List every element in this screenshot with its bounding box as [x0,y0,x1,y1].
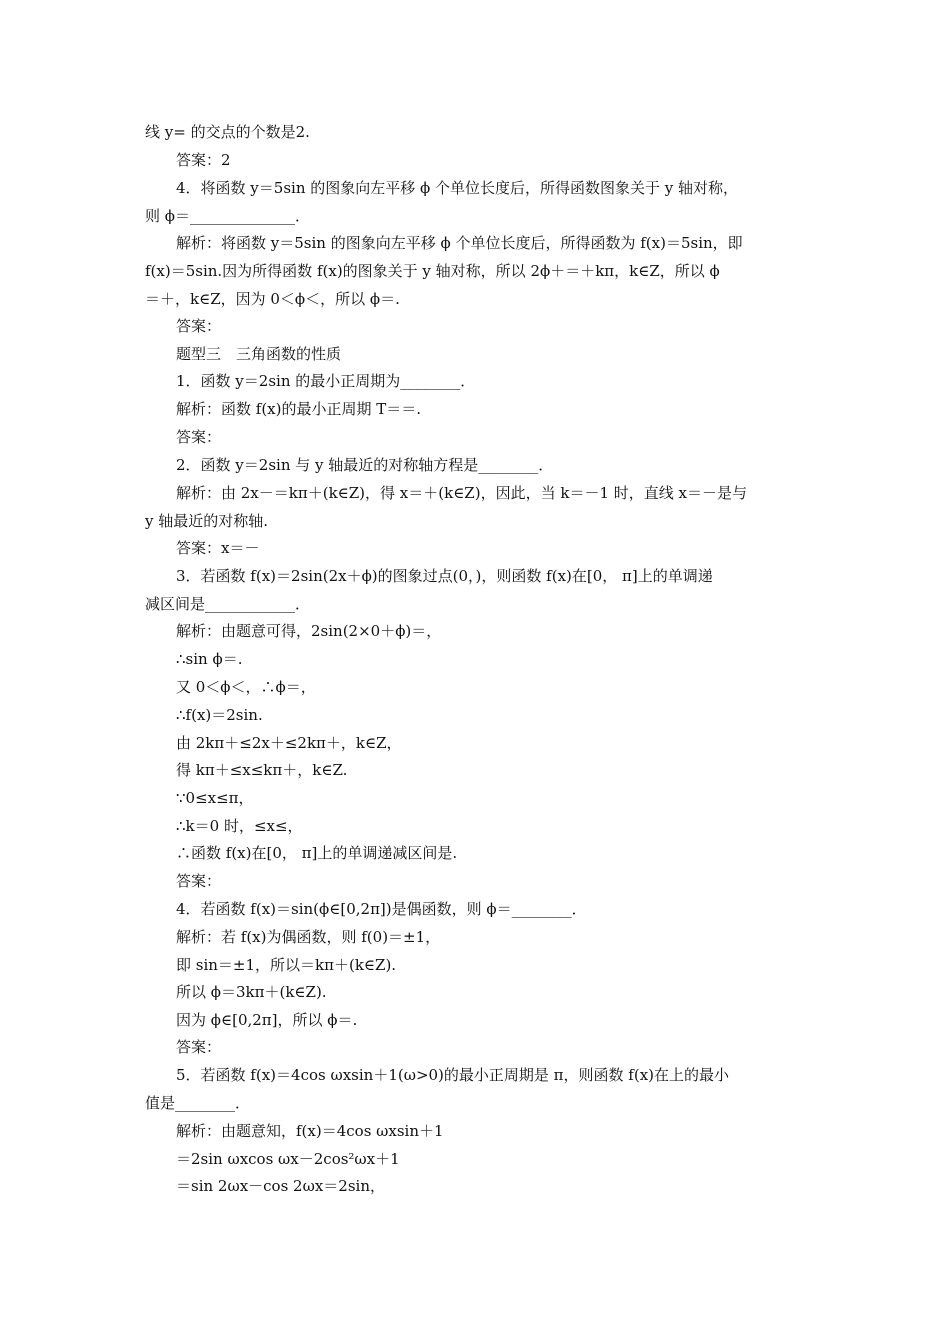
text-line: ＝＋，k∈Z，因为 0＜ϕ＜，所以 ϕ＝. [145,290,400,308]
text-line: 因为 ϕ∈[0,2π]，所以 ϕ＝. [176,1011,358,1029]
text-line: 答案：x＝－ [176,539,260,557]
text-line: 解析：函数 f(x)的最小正周期 T＝＝. [176,400,422,418]
text-line: ∴函数 f(x)在[0， π]上的单调递减区间是. [176,844,458,862]
text-line: ∴f(x)＝2sin. [176,706,263,724]
text-line: 线 y= 的交点的个数是2. [145,123,310,141]
text-line: 2．函数 y＝2sin 与 y 轴最近的对称轴方程是________． [176,456,554,474]
text-line: 解析：由题意可得，2sin(2×0＋ϕ)＝， [176,622,442,640]
text-line: 答案： [176,428,222,446]
text-line: 又 0＜ϕ＜，∴ϕ＝， [176,678,316,696]
text-line: ∵0≤x≤π， [176,789,254,807]
text-line: 4．将函数 y＝5sin 的图象向左平移 ϕ 个单位长度后，所得函数图象关于 y 轴对称， [176,179,739,197]
text-line: 即 sin＝±1，所以＝kπ＋(k∈Z). [176,956,397,974]
text-line: 得 kπ＋≤x≤kπ＋，k∈Z. [176,761,348,779]
text-line: 值是________． [145,1094,251,1112]
text-line: 解析：由题意知，f(x)＝4cos ωxsin＋1 [176,1122,444,1140]
text-line: 解析：将函数 y＝5sin 的图象向左平移 ϕ 个单位长度后，所得函数为 f(x)＝5sin，即 [176,234,743,252]
section-heading: 题型三 三角函数的性质 [176,345,342,363]
text-line: 解析：由 2x－＝kπ＋(k∈Z)，得 x＝＋(k∈Z)，因此，当 k＝－1 时，直线 x＝－是与 [176,484,747,502]
text-line: 解析：若 f(x)为偶函数，则 f(0)＝±1， [176,928,441,946]
text-line: 则 ϕ＝______________． [145,207,310,225]
text-line: f(x)＝5sin.因为所得函数 f(x)的图象关于 y 轴对称，所以 2ϕ＋＝＋kπ，k∈Z，所以 ϕ [145,262,720,280]
text-line: ＝sin 2ωx－cos 2ωx＝2sin， [176,1177,385,1195]
text-line: 答案：2 [176,151,231,169]
text-line: 所以 ϕ＝3kπ＋(k∈Z). [176,983,327,1001]
text-line: 由 2kπ＋≤2x＋≤2kπ＋，k∈Z， [176,734,402,752]
text-line: 答案： [176,317,222,335]
text-line: 答案： [176,1038,222,1056]
text-line: 答案： [176,872,222,890]
text-line: 5．若函数 f(x)＝4cos ωxsin＋1(ω>0)的最小正周期是 π，则函数 f(x)在上的最小 [176,1066,730,1084]
text-line: ∴sin ϕ＝. [176,650,243,668]
text-line: y 轴最近的对称轴. [145,512,269,530]
text-line: ∴k＝0 时，≤x≤， [176,817,303,835]
text-line: 减区间是____________． [145,595,311,613]
text-line: 4．若函数 f(x)＝sin(ϕ∈[0,2π])是偶函数，则 ϕ＝________． [176,900,587,918]
text-line: 3．若函数 f(x)＝2sin(2x＋ϕ)的图象过点(0，)，则函数 f(x)在[0， π]上的单调递 [176,567,713,585]
text-line: 1．函数 y＝2sin 的最小正周期为________． [176,372,476,390]
text-line: ＝2sin ωxcos ωx－2cos²ωx＋1 [176,1150,400,1168]
